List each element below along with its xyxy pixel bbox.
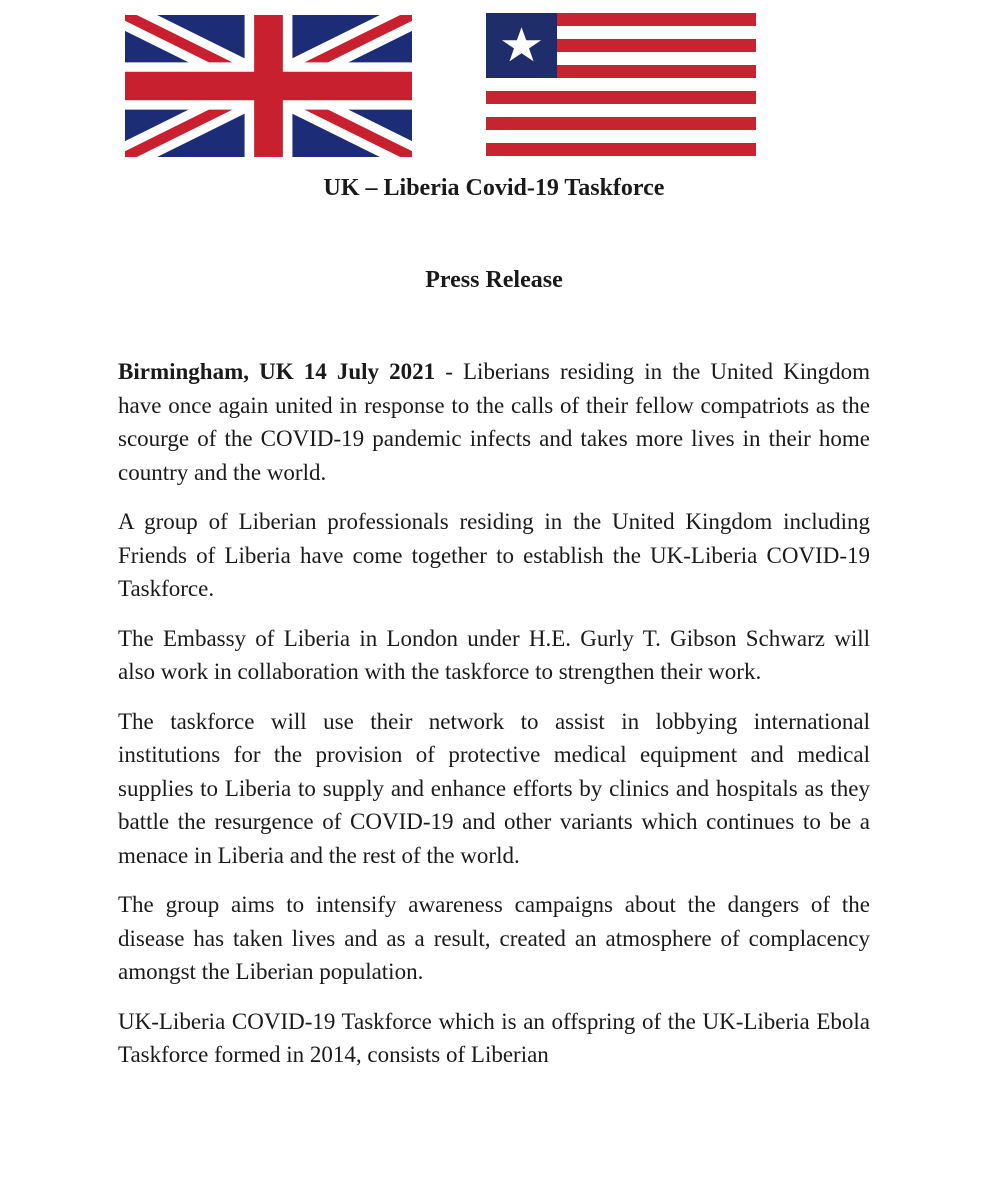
paragraph-intro: [118, 355, 870, 489]
document-title: UK – Liberia Covid-19 Taskforce: [323, 175, 665, 201]
paragraph-embassy: The Embassy of Liberia in London under H.E. Gurly T. Gibson Schwarz will also work in collaboration with the taskforce to strengthen their work.: [118, 625, 870, 684]
paragraph-lobbying: The taskforce will use their network to assist in lobbying international institutions for the provision of protective medical equipment and medical supplies to Liberia to supply and enhance efforts by clinics and hospitals as they battle the resurgence of COVID-19 and other variants which continues to be a menace in Liberia and the rest of the world.: [118, 708, 870, 868]
united-kingdom-flag-icon: [125, 15, 412, 157]
liberia-flag-icon: [486, 13, 756, 156]
paragraph-taskforce-formation: A group of Liberian professionals residing in the United Kingdom including Friends of Liberia have come together to establish the UK-Liberia COVID-19 Taskforce.: [118, 509, 870, 601]
press-release-body: [118, 355, 870, 1088]
paragraph-awareness: The group aims to intensify awareness campaigns about the dangers of the disease has taken lives and as a result, created an atmosphere of complacency amongst the Liberian population.: [118, 892, 870, 984]
press-release-heading: Press Release: [425, 267, 563, 293]
dateline: Birmingham, UK 14 July 2021: [118, 359, 436, 384]
paragraph-intro-text: - Liberians residing in the United Kingdom have once again united in response to the calls of their fellow compatriots as the scourge of the COVID-19 pandemic infects and takes more lives in their home country and the world.: [118, 359, 871, 485]
paragraph-origins: UK-Liberia COVID-19 Taskforce which is an offspring of the UK-Liberia Ebola Taskforce formed in 2014, consists of Liberian: [118, 1008, 870, 1067]
